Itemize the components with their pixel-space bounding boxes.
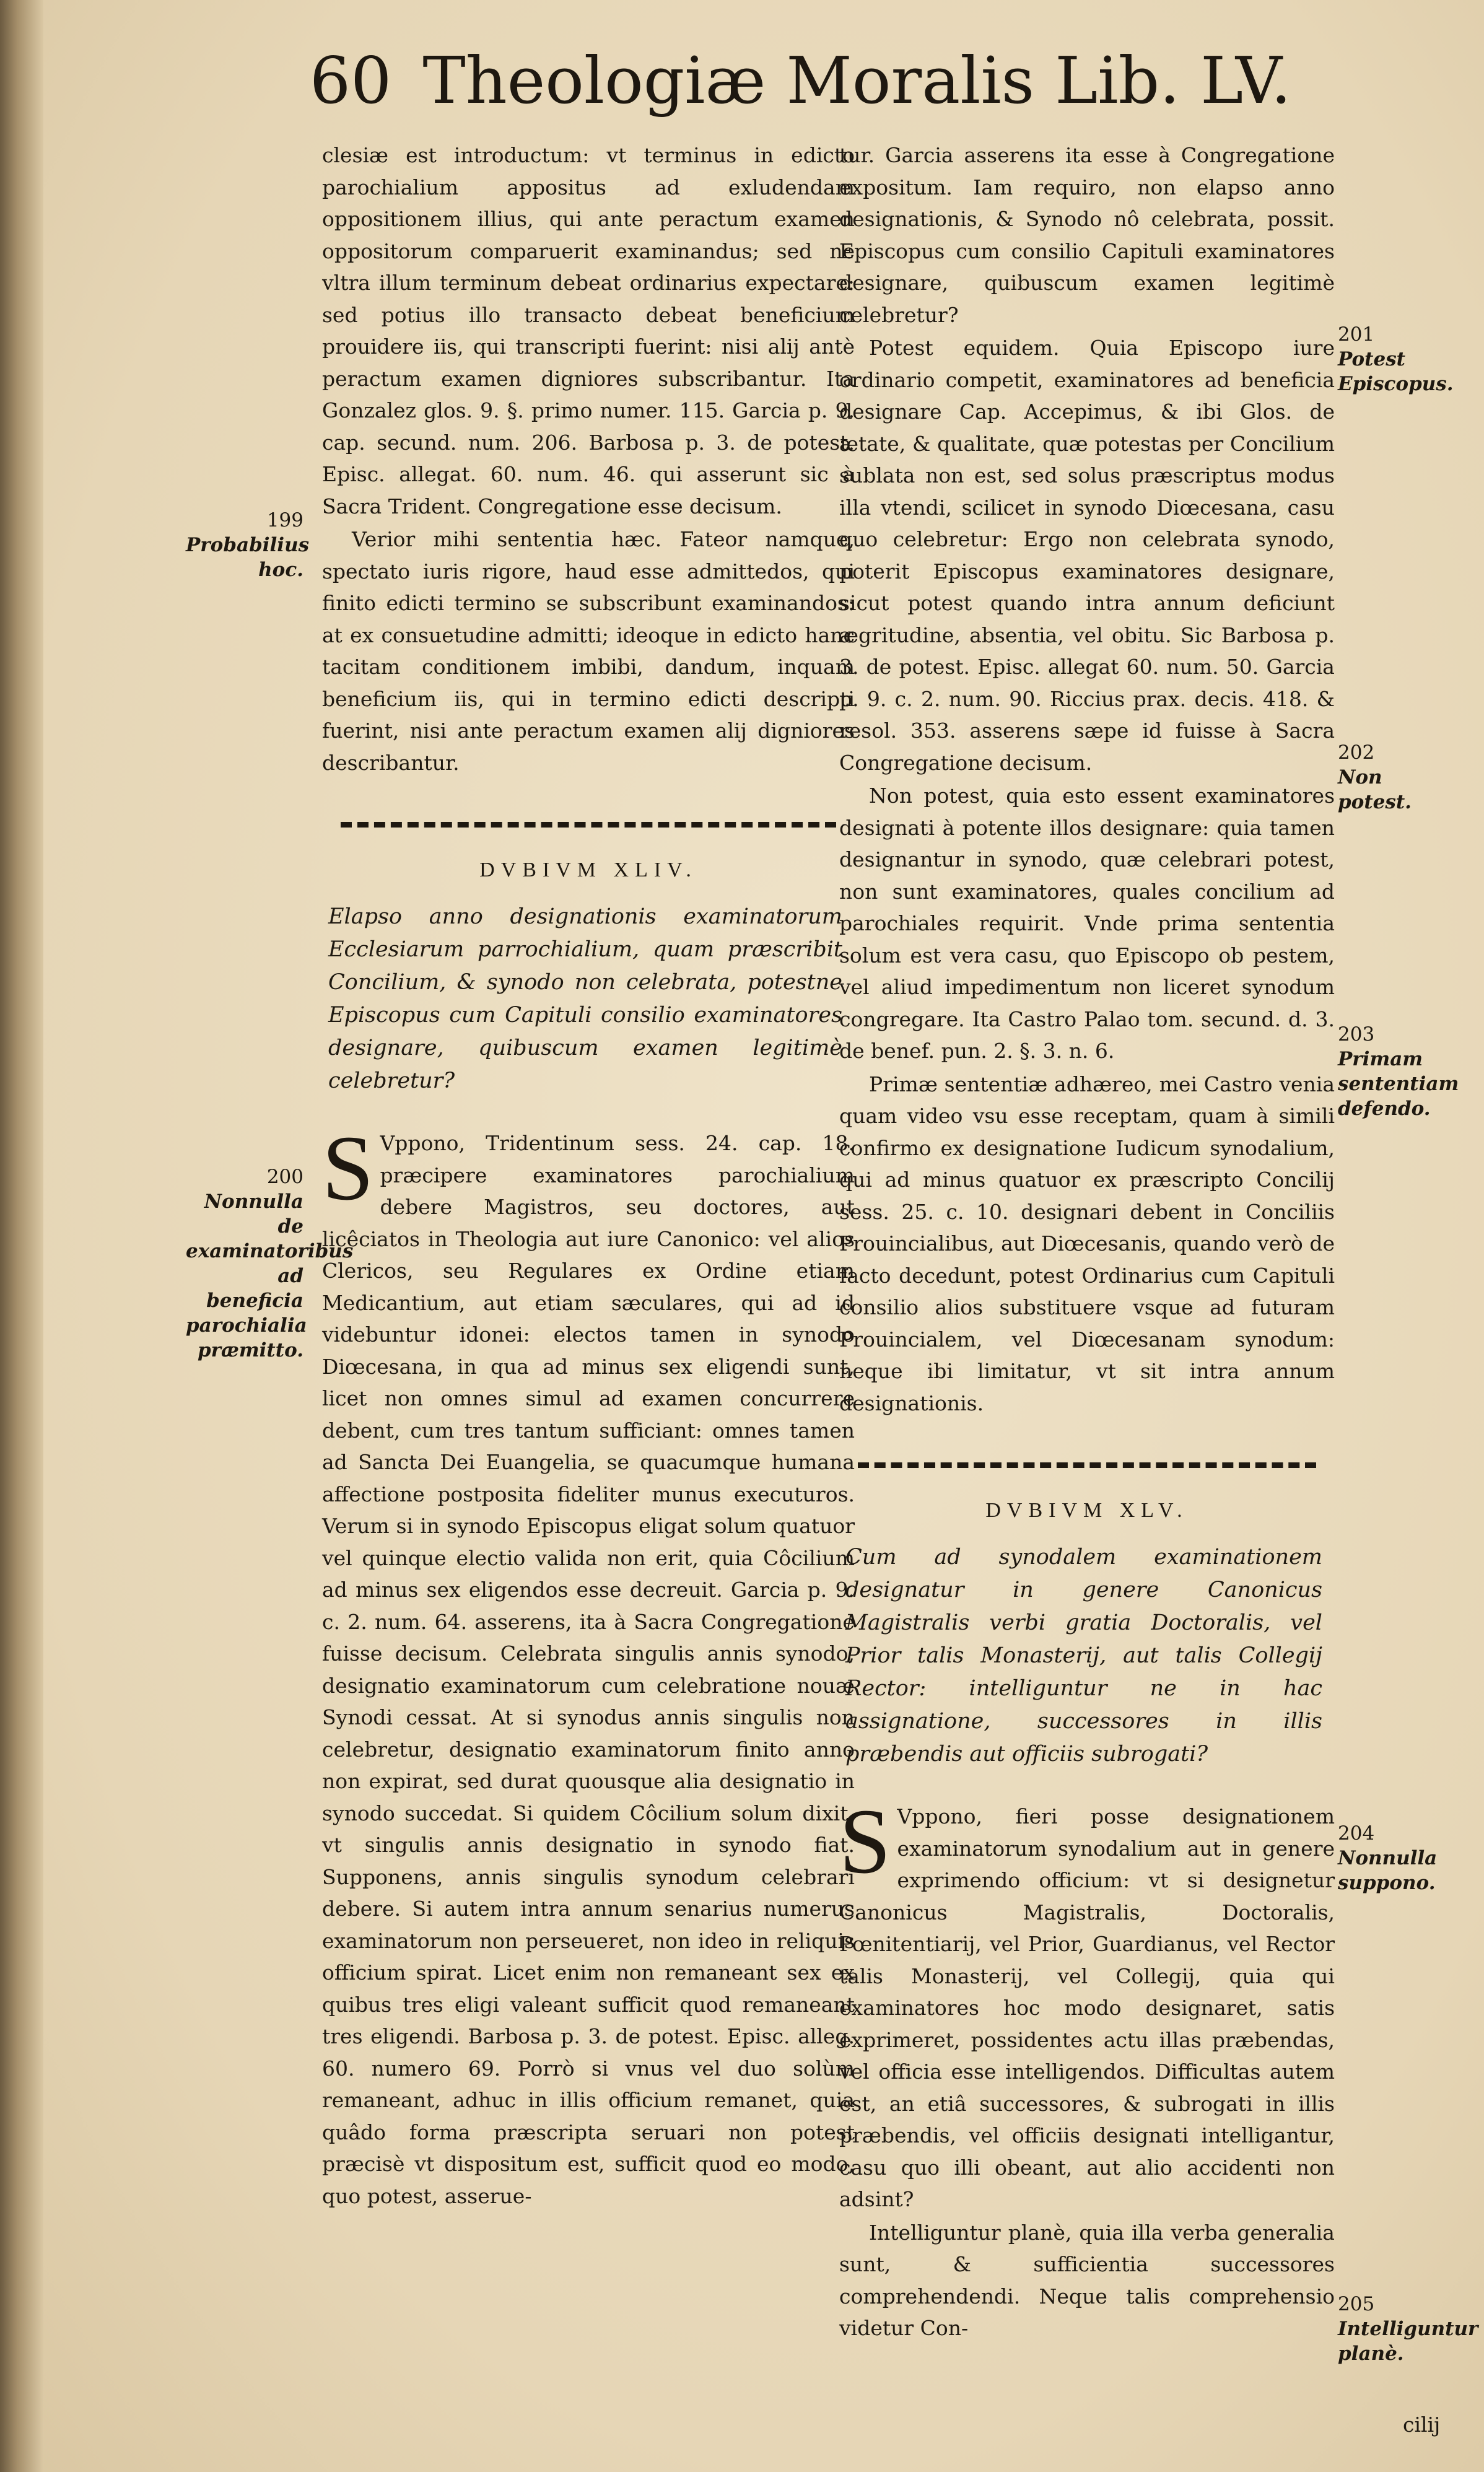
dubium-question: Cum ad synodalem examinationem designatur in genere Canonicus Magistralis verbi gratia Doctoralis, vel Prior talis Monasterij, aut talis Collegij Rector: intelliguntur ne in hac assignatione, successores in illis præbendis aut officiis subrogati?	[845, 1545, 1322, 1767]
page-number: 60	[310, 43, 392, 118]
drop-cap: S	[839, 1790, 891, 1893]
margin-note: 202 Non potest.	[1338, 741, 1412, 813]
paragraph: Verior mihi sententia hæc. Fateor namque, spectato iuris rigore, haud esse admittedos, qui finito edicti termino se subscribunt examinandos: at ex consuetudine admitti; ideoque in edicto hanc tacitam conditionem imbibi, dandum, inquam beneficium iis, qui in termino edicti descripti fuerint, nisi ante peractum examen alij digniores describantur.	[322, 527, 855, 775]
paragraph: S Vppono, Tridentinum sess. 24. cap. 18. præcipere examinatores parochialium debere Magistros, seu doctores, aut licêciatos in Theologia aut iure Canonico: vel alios Clericos, seu Regulares ex Ordine etiam Medicantium, aut etiam sæculares, qui ad id videbuntur idonei: electos tamen in synodo Diœcesana, in qua ad minus sex eligendi sunt, licet non omnes simul ad examen concurrere debent, cum tres tantum sufficiant: omnes tamen ad Sancta Dei Euangelia, se quacumque humana affectione postposita fideliter munus executuros. Verum si in synodo Episcopus eligat solum quatuor vel quinque electio valida non erit, quia Côcilium ad minus sex eligendos esse decreuit. Garcia p. 9. c. 2. num. 64. asserens, ita à Sacra Congregatione fuisse decisum. Celebrata singulis annis synodo, designatio examinatorum cum celebratione nouæ Synodi cessat. At si synodus annis singulis non celebretur, designatio examinatorum finito anno non expirat, sed durat quousque alia designatio in synodo succedat. Si quidem Côcilium solum dixit, vt singulis annis designatio in synodo fiat. Supponens, annis singulis synodum celebrari debere. Si autem intra annum senarius numerus examinatorum non perseueret, non ideo in reliquis officium spirat. Licet enim non remaneant sex ex quibus tres eligi valeant sufficit quod remaneant tres eligendi. Barbosa p. 3. de potest. Episc. alleg. 60. numero 69. Porrò si vnus vel duo solùm remaneant, adhuc in illis officium remanet, quia quâdo forma præscripta seruari non potest præcisè vt dispositum est, sufficit quod eo modo, quo potest, asserue-	[322, 1117, 855, 2208]
paragraph: S Vppono, fieri posse designationem examinatorum synodalium aut in genere exprimendo officium: vt si designetur Canonicus Magistralis, Doctoralis, Pœnitentiarij, vel Prior, Guardianus, vel Rector talis Monasterij, vel Collegij, quia qui examinatores hoc modo designaret, satis exprimeret, possidentes actu illas præbendas, vel officia esse intelligendos. Difficultas autem est, an etiâ successores, & subrogati in illis præbendis, vel officiis designati intelligantur, casu quo illi obeant, aut alio accidenti non adsint?	[839, 1790, 1335, 2211]
margin-note: 199 Probabilius hoc.	[186, 509, 310, 581]
left-column	[322, 139, 855, 2212]
dubium-heading: DVBIVM XLIV.	[479, 858, 697, 881]
paragraph: Potest equidem. Quia Episcopo iure ordinario competit, examinatores ad beneficia designare Cap. Accepimus, & ibi Glos. de ætate, & qualitate, quæ potestas per Concilium sublata non est, sed solus præscriptus modus illa vtendi, scilicet in synodo Diœcesana, casu quo celebretur: Ergo non celebrata synodo, poterit Episcopus examinatores designare, sicut potest quando intra annum deficiunt ægritudine, absentia, vel obitu. Sic Barbosa p. 3. de potest. Episc. allegat 60. num. 50. Garcia p. 9. c. 2. num. 90. Riccius prax. decis. 418. & resol. 353. asserens sæpe id fuisse à Sacra Congregatione decisum.	[839, 336, 1335, 775]
section-divider	[858, 1462, 1316, 1468]
running-title: Theologiæ Moralis Lib. LV.	[422, 43, 1291, 118]
margin-note: 205 Intelliguntur planè.	[1338, 2293, 1478, 2365]
paragraph: Intelliguntur planè, quia illa verba generalia sunt, & sufficientia successores comprehendendi. Neque talis comprehensio videtur Con-	[839, 2220, 1335, 2340]
paragraph: tur. Garcia asserens ita esse à Congregatione expositum. Iam requiro, non elapso anno designationis, & Synodo nô celebrata, possit. Episcopus cum consilio Capituli examinatores designare, quibuscum examen legitimè celebretur?	[839, 143, 1335, 327]
margin-note: 201 Potest Episcopus.	[1338, 323, 1454, 395]
margin-note: 204 Nonnulla suppono.	[1338, 1822, 1438, 1894]
paragraph: Primæ sententiæ adhæreo, mei Castro venia quam video vsu esse receptam, quam à simili confirmo ex designatione Iudicum synodalium, qui ad minus quatuor ex præscripto Concilij sess. 25. c. 10. designari debent in Conciliis Prouincialibus, aut Diœcesanis, quando verò de facto decedunt, potest Ordinarius cum Capituli consilio alios substituere vsque ad futuram Prouincialem, vel Diœcesanam synodum: neque ibi limitatur, vt sit intra annum designationis.	[839, 1072, 1335, 1415]
drop-cap: S	[322, 1117, 374, 1220]
page-gutter	[0, 0, 43, 2472]
right-column	[839, 139, 1335, 2344]
catchword: cilij	[1403, 2413, 1441, 2437]
running-header	[310, 37, 1291, 124]
paragraph: Non potest, quia esto essent examinatores designati à potente illos designare: quia tamen designantur in synodo, quæ celebrari potest, non sunt examinatores, quales concilium ad parochiales requirit. Vnde prima sententia solum est vera casu, quo Episcopo ob pestem, vel aliud impedimentum non liceret synodum congregare. Ita Castro Palao tom. secund. d. 3. de benef. pun. 2. §. 3. n. 6.	[839, 784, 1335, 1063]
paragraph: clesiæ est introductum: vt terminus in edicto parochialium appositus ad exludendam oppositionem illius, qui ante peractum examen oppositorum comparuerit examinandus; sed ne vltra illum terminum debeat ordinarius expectare: sed potius illo transacto debeat beneficium prouidere iis, qui transcripti fuerint: nisi alij antè peractum examen digniores subscribantur. Ita Gonzalez glos. 9. §. primo numer. 115. Garcia p. 9. cap. secund. num. 206. Barbosa p. 3. de potest. Episc. allegat. 60. num. 46. qui asserunt sic à Sacra Trident. Congregatione esse decisum.	[322, 143, 855, 518]
margin-note: 203 Primam sententiam defendo.	[1338, 1023, 1459, 1120]
dubium-question: Elapso anno designationis examinatorum Ecclesiarum parrochialium, quam præscribit Concilium, & synodo non celebrata, potestne Episcopus cum Capituli consilio examinatores designare, quibuscum examen legitimè celebretur?	[328, 904, 842, 1093]
section-divider	[341, 822, 836, 828]
margin-note: 200 Nonnulla de examinatoribus ad beneficia parochialia præmitto.	[186, 1166, 354, 1361]
dubium-heading: DVBIVM XLV.	[985, 1499, 1189, 1522]
